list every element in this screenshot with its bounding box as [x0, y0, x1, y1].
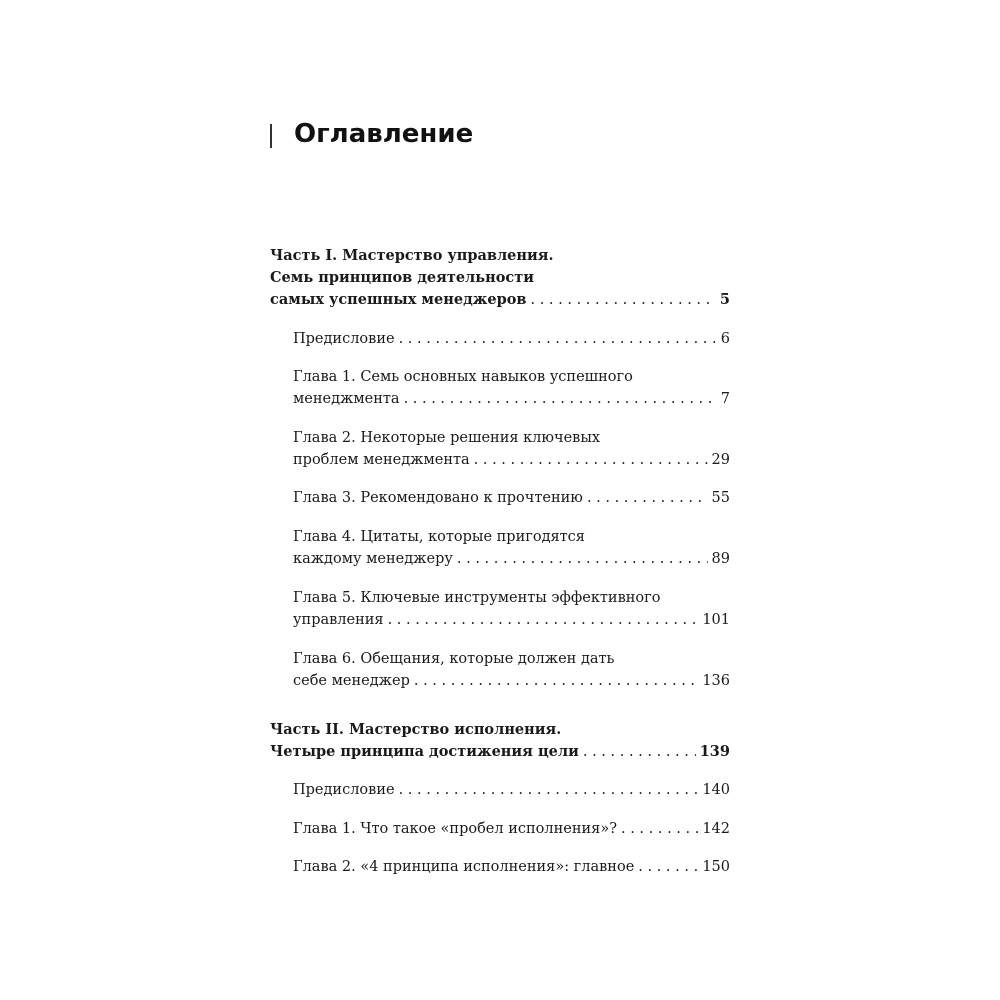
toc-leader-dots — [399, 779, 699, 801]
toc-entry-label: Глава 1. Что такое «пробел исполнения»? — [293, 821, 617, 837]
toc-page-number: 101 — [702, 612, 730, 628]
toc-entry-label: Предисловие — [293, 782, 395, 798]
toc-part-1-heading-1: Часть I. Мастерство управления. — [270, 247, 554, 264]
toc-leader-dots — [587, 487, 708, 509]
toc-entry-chapter-4-line1 — [293, 526, 730, 548]
toc-entry-preface-1[interactable] — [293, 328, 730, 350]
toc-page-number: 55 — [711, 490, 730, 506]
toc-entry-chapter-5-line1 — [293, 587, 730, 609]
toc-leader-dots — [621, 818, 698, 840]
toc-leader-dots — [404, 388, 717, 410]
toc-part-1-line1 — [270, 245, 730, 267]
toc-entry-chapter-4[interactable] — [293, 548, 730, 570]
toc-entry-chapter-6[interactable] — [293, 670, 730, 692]
toc-page-number: 140 — [702, 782, 730, 798]
toc-entry-label: Глава 5. Ключевые инструменты эффективного — [293, 590, 661, 606]
toc-entry-label: менеджмента — [293, 391, 400, 407]
toc-leader-dots — [638, 856, 698, 878]
toc-entry-label: Глава 2. «4 принципа исполнения»: главное — [293, 859, 635, 875]
toc-entry-chapter-3[interactable] — [293, 487, 730, 509]
toc-page-number: 136 — [702, 673, 730, 689]
toc-entry-part2-chapter-2[interactable] — [293, 856, 730, 878]
toc-entry-chapter-5[interactable] — [293, 609, 730, 631]
toc-part-1-line3[interactable] — [270, 289, 730, 311]
toc-entry-label: управления — [293, 612, 384, 628]
page-title: Оглавление — [294, 119, 474, 149]
toc-leader-dots — [399, 328, 717, 350]
toc-page-number: 7 — [720, 391, 730, 407]
toc-part-2-line2[interactable] — [270, 741, 730, 763]
toc-entry-preface-2[interactable] — [293, 779, 730, 801]
toc-entry-label: Глава 1. Семь основных навыков успешного — [293, 369, 633, 385]
toc-entry-chapter-1-line1 — [293, 366, 730, 388]
toc-entry-part2-chapter-1[interactable] — [293, 818, 730, 840]
toc-entry-label: Глава 3. Рекомендовано к прочтению — [293, 490, 583, 506]
toc-entry-label: Глава 6. Обещания, которые должен дать — [293, 651, 615, 667]
toc-leader-dots — [531, 289, 716, 311]
toc-entry-label: каждому менеджеру — [293, 551, 453, 567]
toc-leader-dots — [583, 741, 696, 763]
toc-entry-chapter-2[interactable] — [293, 449, 730, 471]
toc-leader-dots — [474, 449, 708, 471]
toc-entry-label: Предисловие — [293, 331, 395, 347]
toc-entry-chapter-2-line1 — [293, 427, 730, 449]
toc-part-1-line2 — [270, 267, 730, 289]
toc-entry-label: Глава 2. Некоторые решения ключевых — [293, 430, 601, 446]
toc-page-number: 89 — [711, 551, 730, 567]
toc-page-number: 150 — [702, 859, 730, 875]
toc-part-2-heading-1: Часть II. Мастерство исполнения. — [270, 721, 562, 738]
toc-part-1-heading-3: самых успешных менеджеров — [270, 291, 527, 308]
toc-leader-dots — [414, 670, 698, 692]
toc-part-2-line1 — [270, 719, 730, 741]
toc-entry-chapter-6-line1 — [293, 648, 730, 670]
toc-part-2-heading-2: Четыре принципа достижения цели — [270, 743, 579, 760]
toc-leader-dots — [388, 609, 699, 631]
toc-page-number: 5 — [719, 291, 730, 308]
toc-part-1-heading-2: Семь принципов деятельности — [270, 269, 534, 286]
toc-entry-label: проблем менеджмента — [293, 452, 470, 468]
toc-page-number: 142 — [702, 821, 730, 837]
toc-entry-label: себе менеджер — [293, 673, 410, 689]
title-accent-bar — [270, 124, 272, 148]
toc-page-number: 6 — [720, 331, 730, 347]
toc-leader-dots — [457, 548, 708, 570]
toc-page-number: 139 — [699, 743, 730, 760]
toc-entry-chapter-1[interactable] — [293, 388, 730, 410]
toc-entry-label: Глава 4. Цитаты, которые пригодятся — [293, 529, 585, 545]
toc-page-number: 29 — [711, 452, 730, 468]
